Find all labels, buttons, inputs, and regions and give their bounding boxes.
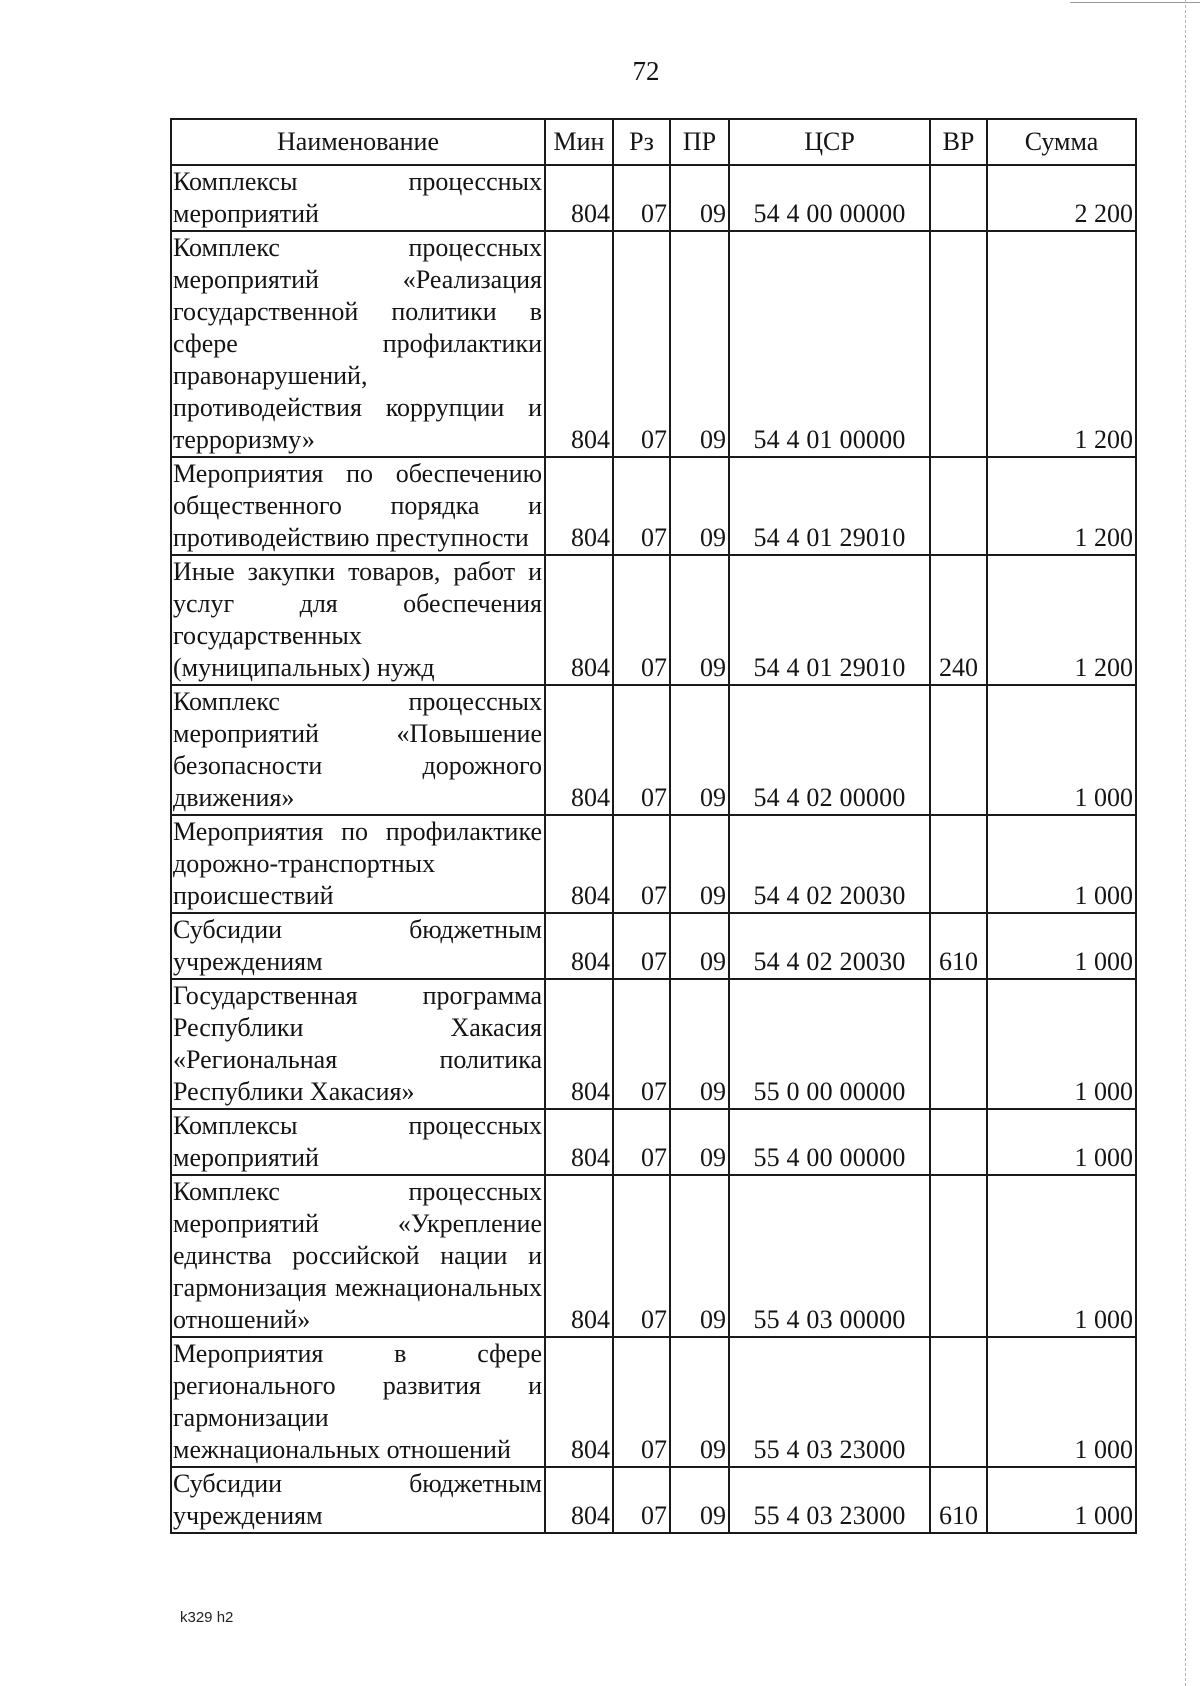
cell-vr: 240 [930,555,987,685]
cell-sum: 1 000 [987,913,1136,979]
cell-name: Комплексы процессных мероприятий [171,165,545,231]
cell-pr: 09 [670,1109,729,1175]
cell-min: 804 [545,1109,613,1175]
cell-pr: 09 [670,1175,729,1337]
header-vr: ВР [930,119,987,165]
cell-rz: 07 [613,1175,670,1337]
cell-vr [930,1109,987,1175]
cell-csr: 54 4 01 29010 [729,555,930,685]
cell-vr [930,1337,987,1467]
cell-vr [930,685,987,815]
cell-pr: 09 [670,165,729,231]
edge-line-right [1184,0,1186,1686]
cell-name: Субсидии бюджетным учреждениям [171,1467,545,1533]
cell-pr: 09 [670,685,729,815]
cell-csr: 54 4 02 20030 [729,913,930,979]
cell-pr: 09 [670,1337,729,1467]
cell-vr [930,979,987,1109]
cell-min: 804 [545,979,613,1109]
cell-sum: 2 200 [987,165,1136,231]
cell-rz: 07 [613,1109,670,1175]
cell-min: 804 [545,165,613,231]
cell-vr: 610 [930,1467,987,1533]
cell-rz: 07 [613,979,670,1109]
header-csr: ЦСР [729,119,930,165]
cell-rz: 07 [613,457,670,555]
cell-csr: 54 4 02 00000 [729,685,930,815]
cell-sum: 1 200 [987,555,1136,685]
cell-sum: 1 000 [987,815,1136,913]
cell-rz: 07 [613,1467,670,1533]
cell-pr: 09 [670,1467,729,1533]
table-row [171,979,1136,1109]
cell-sum: 1 000 [987,1109,1136,1175]
table-row [171,231,1136,457]
header-min: Мин [545,119,613,165]
cell-vr [930,165,987,231]
cell-vr [930,1175,987,1337]
cell-name: Мероприятия по обеспечению общественного порядка и противодействию преступности [171,457,545,555]
cell-sum: 1 200 [987,457,1136,555]
cell-name: Комплексы процессных мероприятий [171,1109,545,1175]
cell-rz: 07 [613,1337,670,1467]
cell-rz: 07 [613,231,670,457]
cell-sum: 1 000 [987,1337,1136,1467]
cell-name: Субсидии бюджетным учреждениям [171,913,545,979]
cell-csr: 55 4 03 23000 [729,1467,930,1533]
cell-pr: 09 [670,231,729,457]
cell-min: 804 [545,1337,613,1467]
cell-rz: 07 [613,685,670,815]
cell-min: 804 [545,555,613,685]
cell-sum: 1 200 [987,231,1136,457]
footer-code: k329 h2 [180,1609,234,1626]
cell-name: Иные закупки товаров, работ и услуг для обеспечения государственных (муниципальных) нужд [171,555,545,685]
cell-csr: 55 0 00 00000 [729,979,930,1109]
table-row [171,555,1136,685]
table-body [171,165,1136,1533]
cell-pr: 09 [670,555,729,685]
cell-name: Комплекс процессных мероприятий «Реализация государственной политики в сфере профилактики правонарушений, противодействия коррупции и терроризму» [171,231,545,457]
cell-sum: 1 000 [987,1467,1136,1533]
table-row [171,1109,1136,1175]
page-number: 72 [632,56,660,86]
cell-pr: 09 [670,457,729,555]
cell-csr: 54 4 01 29010 [729,457,930,555]
cell-csr: 54 4 01 00000 [729,231,930,457]
cell-sum: 1 000 [987,979,1136,1109]
cell-csr: 54 4 02 20030 [729,815,930,913]
cell-csr: 55 4 03 00000 [729,1175,930,1337]
cell-name: Комплекс процессных мероприятий «Укрепление единства российской нации и гармонизация межнациональных отношений» [171,1175,545,1337]
table-row [171,1467,1136,1533]
cell-name: Комплекс процессных мероприятий «Повышение безопасности дорожного движения» [171,685,545,815]
cell-min: 804 [545,457,613,555]
table-row [171,457,1136,555]
header-rz: Рз [613,119,670,165]
table-row [171,1175,1136,1337]
header-name: Наименование [171,119,545,165]
cell-vr: 610 [930,913,987,979]
cell-pr: 09 [670,979,729,1109]
cell-vr [930,815,987,913]
cell-name: Мероприятия по профилактике дорожно-транспортных происшествий [171,815,545,913]
cell-csr: 55 4 00 00000 [729,1109,930,1175]
budget-table [170,118,1137,1534]
table-row [171,1337,1136,1467]
table-row [171,913,1136,979]
cell-min: 804 [545,231,613,457]
cell-rz: 07 [613,815,670,913]
header-sum: Сумма [987,119,1136,165]
cell-sum: 1 000 [987,685,1136,815]
cell-pr: 09 [670,913,729,979]
cell-min: 804 [545,1467,613,1533]
cell-pr: 09 [670,815,729,913]
table-header-row [171,119,1136,165]
cell-vr [930,457,987,555]
cell-rz: 07 [613,913,670,979]
table-row [171,685,1136,815]
cell-min: 804 [545,1175,613,1337]
cell-vr [930,231,987,457]
cell-rz: 07 [613,555,670,685]
cell-rz: 07 [613,165,670,231]
edge-line-top [1070,2,1200,3]
cell-name: Мероприятия в сфере регионального развития и гармонизации межнациональных отношений [171,1337,545,1467]
cell-min: 804 [545,913,613,979]
header-pr: ПР [670,119,729,165]
cell-csr: 55 4 03 23000 [729,1337,930,1467]
cell-min: 804 [545,685,613,815]
cell-sum: 1 000 [987,1175,1136,1337]
cell-min: 804 [545,815,613,913]
cell-name: Государственная программа Республики Хакасия «Региональная политика Республики Хакасия» [171,979,545,1109]
cell-csr: 54 4 00 00000 [729,165,930,231]
table-row [171,815,1136,913]
table-row [171,165,1136,231]
